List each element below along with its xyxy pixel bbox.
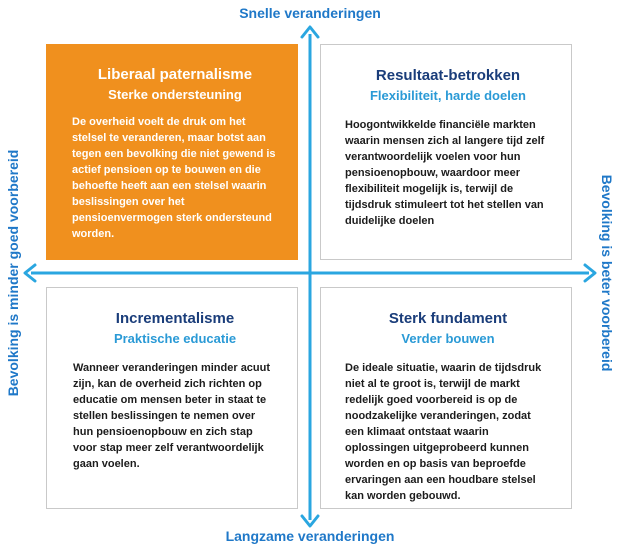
quadrant-incrementalisme: [46, 287, 298, 509]
quadrant-description: De overheid voelt de druk om het stelsel te veranderen, maar botst aan tegen een bevolking die niet gewend is actief pensioen op te bouwen en die behoefte heeft aan een stelsel waarin beslissingen over het pensioenvermogen sterk ondersteund worden.: [72, 116, 276, 240]
quadrant-title: Incrementalisme: [115, 310, 235, 327]
axis-label-left: Bevolking is minder goed voorbereid: [5, 149, 21, 397]
quadrant-title: Sterk fundament: [388, 310, 508, 327]
quadrant-title: Resultaat-betrokken: [375, 67, 521, 84]
quadrant-subtitle: Sterke ondersteuning: [108, 87, 242, 102]
quadrant-description: Hoogontwikkelde financiële markten waarin mensen zich al langere tijd zelf verantwoordelijk voelen voor hun pensioenopbouw, waardoor meer flexibiliteit mogelijk is, terwijl de tijdsdruk stimuleert tot het stellen van duidelijke doelen: [345, 119, 545, 227]
quadrant-description: De ideale situatie, waarin de tijdsdruk niet al te groot is, terwijl de markt redelijk goed voorbereid is op de noodzakelijke veranderingen, zodat een klimaat ontstaat waarin oplossingen uitgeprobeerd kunnen worden en op basis van beproefde ervaringen aan een houdbare stelsel kan worden gebouwd.: [345, 362, 542, 502]
quadrant-subtitle: Flexibiliteit, harde doelen: [369, 88, 527, 103]
quadrant-sterk-fundament: [320, 287, 572, 509]
quadrant-resultaat-betrokken: [320, 44, 572, 260]
axis-label-top: Snelle veranderingen: [239, 5, 381, 21]
quadrant-title: Liberaal paternalisme: [97, 66, 253, 83]
axis-label-right: Bevolking is beter voorbereid: [599, 174, 615, 372]
quadrant-subtitle: Praktische educatie: [113, 331, 237, 346]
axis-label-bottom: Langzame veranderingen: [225, 528, 395, 544]
quadrant-liberaal-paternalisme: [46, 44, 298, 260]
quadrant-description: Wanneer veranderingen minder acuut zijn, kan de overheid zich richten op educatie om mensen beter in staat te stellen beslissingen te nemen over hun pensioenopbouw en zich stap voor stap meer zelf verantwoordelijk gaan voelen.: [73, 362, 271, 470]
quadrant-subtitle: Verder bouwen: [401, 331, 495, 346]
